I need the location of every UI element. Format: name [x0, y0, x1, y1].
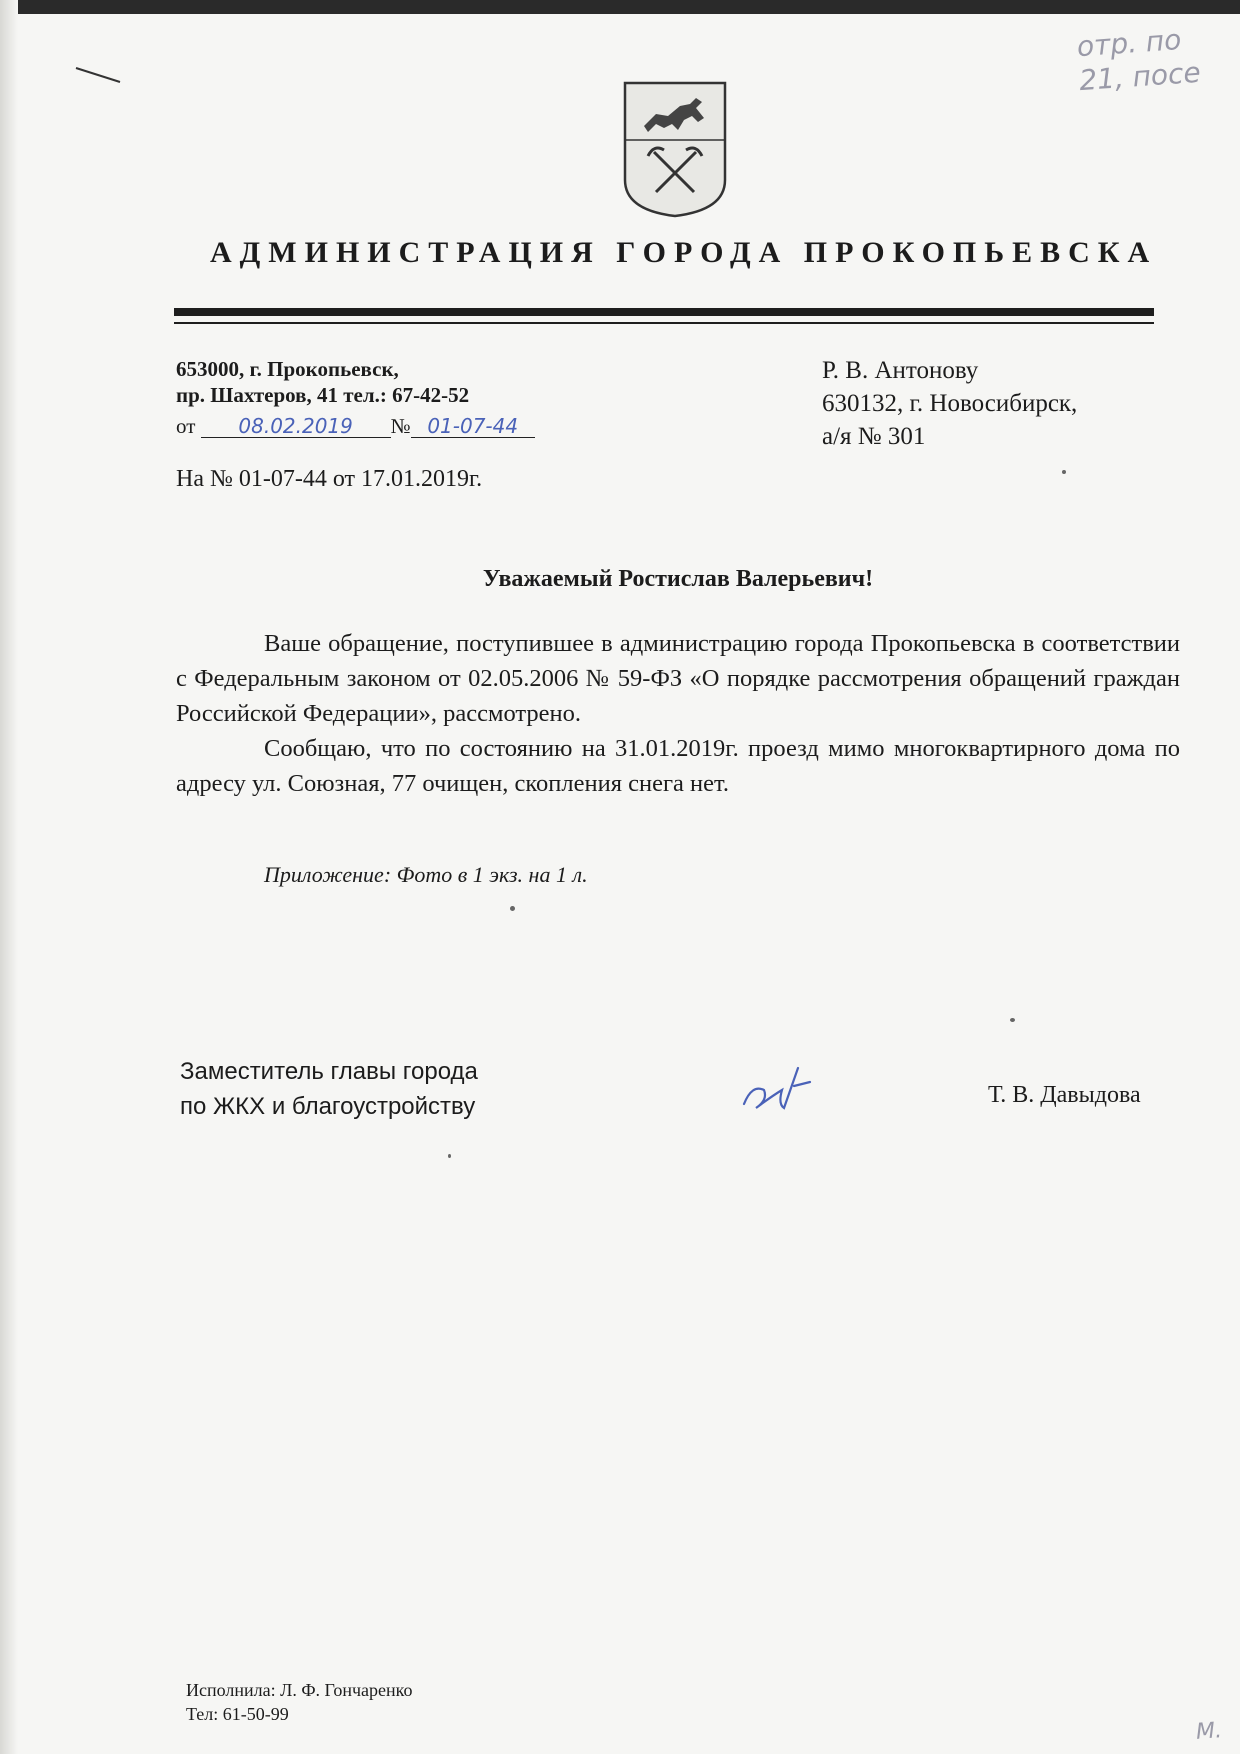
scan-top-edge — [0, 0, 1240, 14]
recipient-box: а/я № 301 — [822, 423, 926, 450]
number-prefix: № — [390, 414, 411, 438]
handwritten-note-line: отр. по — [1075, 23, 1183, 64]
recipient-city: 630132, г. Новосибирск, — [822, 390, 1078, 417]
handwritten-note-top — [1076, 22, 1202, 98]
header-rule-thick — [174, 308, 1154, 316]
sender-address — [176, 356, 469, 408]
body-paragraph: Сообщаю, что по состоянию на 31.01.2019г. проезд мимо многоквартирного дома по адресу ул. Союзная, 77 очищен, скопления снега нет. — [176, 735, 1180, 797]
scan-speck — [448, 1154, 451, 1158]
attachment-note: Приложение: Фото в 1 экз. на 1 л. — [264, 862, 588, 887]
recipient-name: Р. В. Антонову — [822, 357, 979, 384]
coat-of-arms-icon — [622, 80, 728, 218]
header-rule-thin — [174, 322, 1154, 324]
sender-address-line: пр. Шахтеров, 41 тел.: 67-42-52 — [176, 383, 470, 407]
recipient-block — [822, 354, 1077, 453]
salutation: Уважаемый Ростислав Валерьевич! — [482, 566, 874, 592]
scan-speck — [510, 906, 515, 911]
scan-speck — [1010, 1018, 1015, 1022]
reference-line: На № 01-07-44 от 17.01.2019г. — [176, 466, 483, 492]
signer-name: Т. В. Давыдова — [988, 1082, 1141, 1108]
letter-body — [176, 626, 1180, 801]
organization-title: АДМИНИСТРАЦИЯ ГОРОДА ПРОКОПЬЕВСКА — [210, 236, 1158, 269]
registration-line — [176, 414, 535, 439]
executor-block — [186, 1678, 413, 1726]
handwritten-note-corner: М. — [1195, 1718, 1223, 1745]
executor-name: Исполнила: Л. Ф. Гончаренко — [186, 1680, 413, 1700]
signature-icon — [738, 1060, 828, 1120]
registration-date: 08.02.2019 — [201, 415, 391, 438]
scan-mark — [74, 64, 124, 86]
executor-phone: Тел: 61-50-99 — [186, 1704, 289, 1724]
registration-number: 01-07-44 — [411, 415, 535, 438]
scan-left-edge — [0, 0, 18, 1754]
sender-address-line: 653000, г. Прокопьевск, — [176, 357, 399, 381]
signer-position — [180, 1054, 478, 1124]
signer-position-line: по ЖКХ и благоустройству — [180, 1093, 476, 1120]
date-prefix: от — [176, 414, 196, 438]
handwritten-note-line: 21, посе — [1078, 55, 1202, 98]
signer-position-line: Заместитель главы города — [180, 1058, 478, 1085]
scan-speck — [1062, 470, 1066, 474]
body-paragraph: Ваше обращение, поступившее в администрацию города Прокопьевска в соответствии с Федеральным законом от 02.05.2006 № 59-ФЗ «О порядке рассмотрения обращений граждан Российской Федерации», рассмотрено. — [176, 630, 1180, 727]
